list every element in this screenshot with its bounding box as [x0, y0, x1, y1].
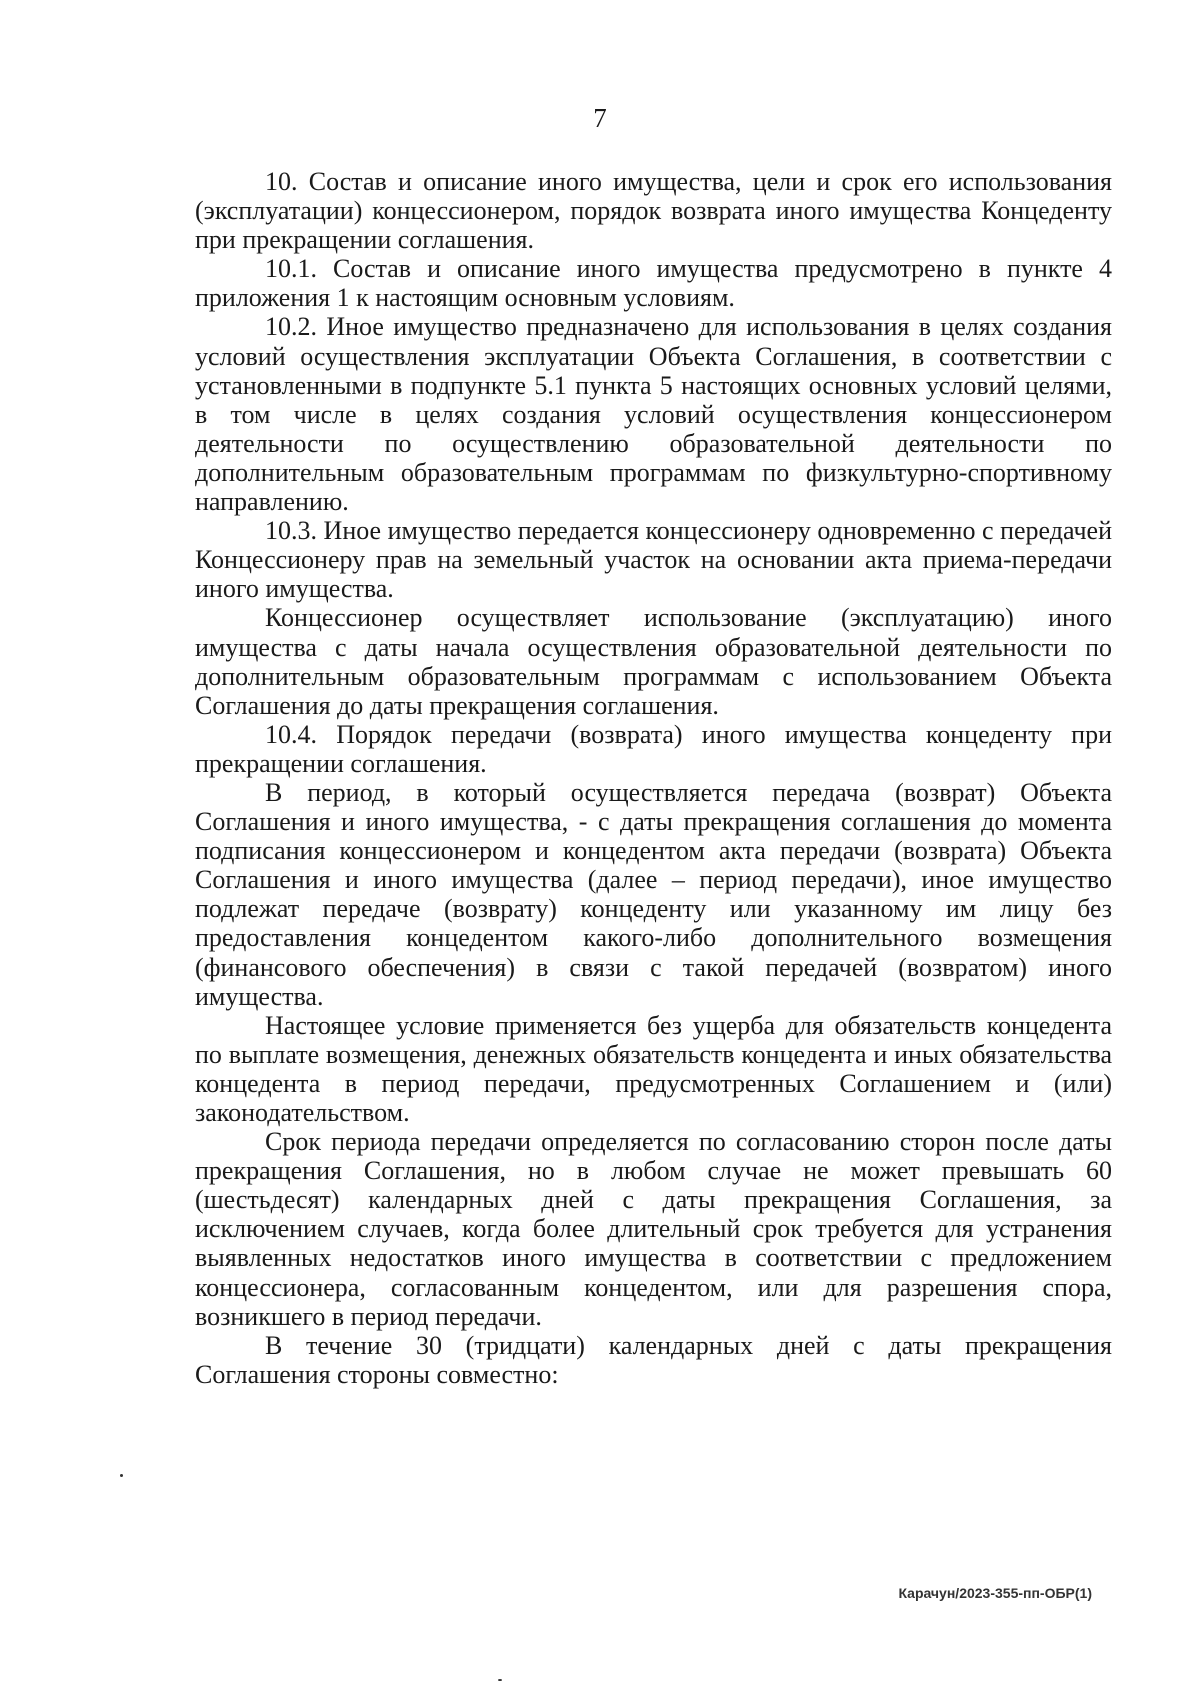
document-code: Карачун/2023-355-пп-ОБР(1): [898, 1585, 1092, 1601]
paragraph-transfer-period: В период, в который осуществляется передача (возврат) Объекта Соглашения и иного имущества, - с даты прекращения соглашения до момента подписания концессионером и концедентом акта передачи (возврата) Объекта Соглашения и иного имущества (далее – период передачи), иное имущество подлежат передаче (возврату) концеденту или указанному им лицу без предоставления концедентом какого-либо дополнительного возмещения (финансового обеспечения) в связи с такой передачей (возвратом) иного имущества.: [195, 777, 1112, 1011]
paragraph-10-heading: 10. Состав и описание иного имущества, цели и срок его использования (эксплуатации) концессионером, порядок возврата иного имущества Концеденту при прекращении соглашения.: [195, 167, 1112, 255]
paragraph-usage-period: Концессионер осуществляет использование (эксплуатацию) иного имущества с даты начала осуществления образовательной деятельности по дополнительным образовательным программам с использованием Объекта Соглашения до даты прекращения соглашения.: [195, 603, 1112, 720]
scan-speck: [498, 1679, 502, 1681]
paragraph-joint-actions: В течение 30 (тридцати) календарных дней с даты прекращения Соглашения стороны совместно:: [195, 1330, 1112, 1389]
paragraph-obligations: Настоящее условие применяется без ущерба для обязательств концедента по выплате возмещения, денежных обязательств концедента и иных обязательства концедента в период передачи, предусмотренных Соглашением и (или) законодательством.: [195, 1010, 1112, 1127]
paragraph-10-3: 10.3. Иное имущество передается концессионеру одновременно с передачей Концессионеру прав на земельный участок на основании акта приема-передачи иного имущества.: [195, 516, 1112, 604]
paragraph-10-4: 10.4. Порядок передачи (возврата) иного имущества концеденту при прекращении соглашения.: [195, 719, 1112, 778]
scan-speck: [120, 1474, 123, 1477]
paragraph-10-1: 10.1. Состав и описание иного имущества предусмотрено в пункте 4 приложения 1 к настоящим основным условиям.: [195, 254, 1112, 313]
page-number: 7: [593, 103, 607, 133]
document-body: [195, 167, 1112, 1389]
paragraph-transfer-term: Срок периода передачи определяется по согласованию сторон после даты прекращения Соглашения, но в любом случае не может превышать 60 (шестьдесят) календарных дней с даты прекращения Соглашения, за исключением случаев, когда более длительный срок требуется для устранения выявленных недостатков иного имущества в соответствии с предложением концессионера, согласованным концедентом, или для разрешения спора, возникшего в период передачи.: [195, 1127, 1112, 1331]
paragraph-10-2: 10.2. Иное имущество предназначено для использования в целях создания условий осуществления эксплуатации Объекта Соглашения, в соответствии с установленными в подпункте 5.1 пункта 5 настоящих основных условий целями, в том числе в целях создания условий осуществления концессионером деятельности по осуществлению образовательной деятельности по дополнительным образовательным программам по физкультурно-спортивному направлению.: [195, 312, 1112, 517]
